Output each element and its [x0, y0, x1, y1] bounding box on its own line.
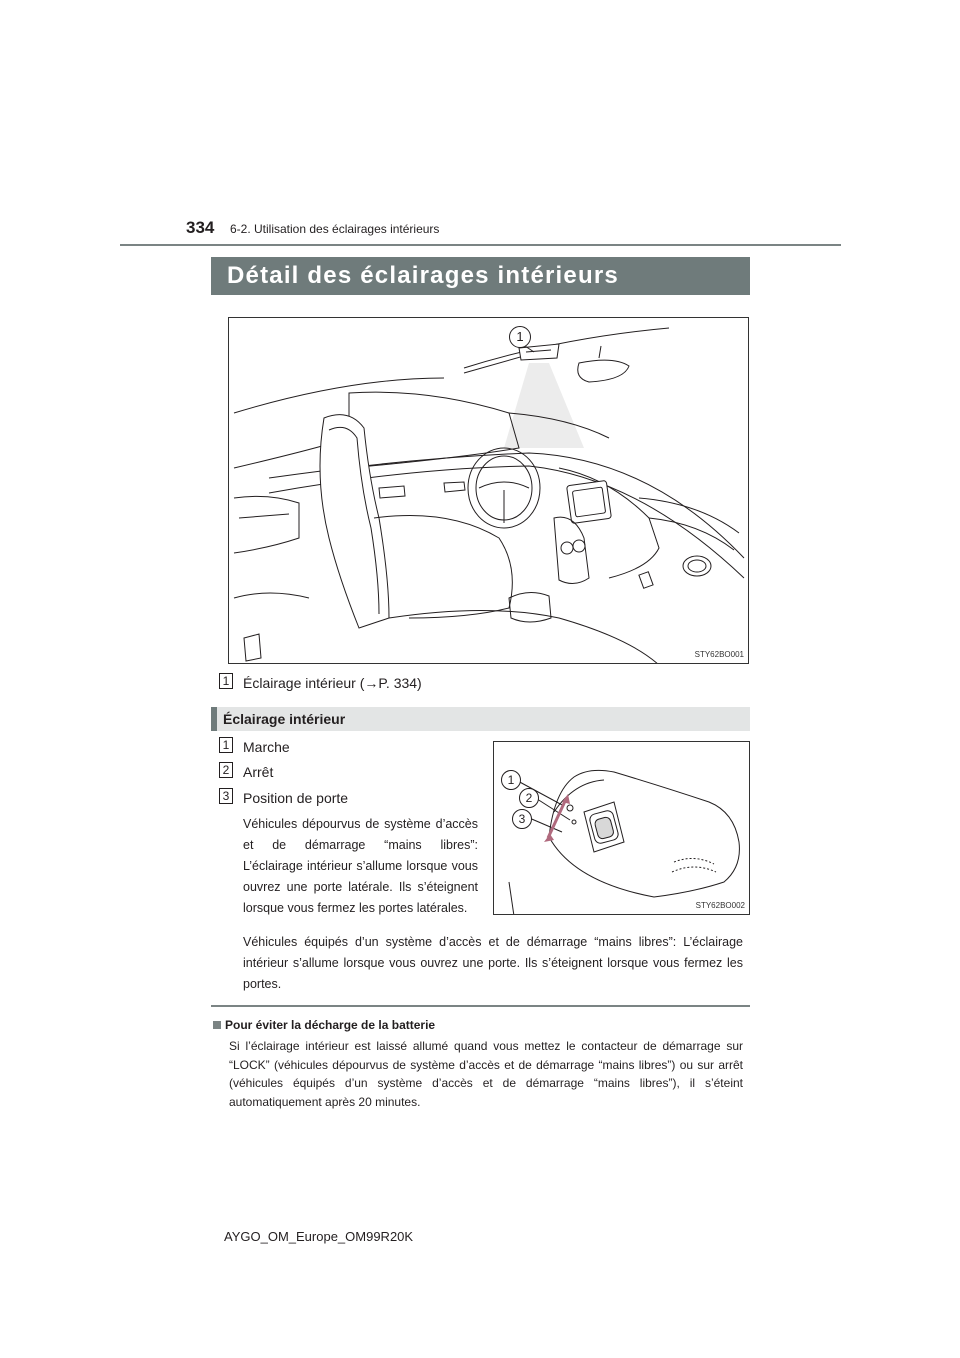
- header-rule: [120, 244, 841, 246]
- legend-number: 1: [219, 673, 233, 689]
- legend-text-suffix: P. 334): [378, 675, 422, 691]
- item-number: 2: [219, 762, 233, 778]
- item-number: 1: [219, 737, 233, 753]
- note-rule: [211, 1005, 750, 1007]
- section-heading: 6-2. Utilisation des éclairages intérieurs: [230, 222, 440, 236]
- item-label: Marche: [243, 739, 290, 755]
- subsection-title: Éclairage intérieur: [223, 711, 346, 727]
- square-bullet-icon: [213, 1021, 221, 1029]
- item-label: Position de porte: [243, 790, 349, 806]
- callout-2: 2: [519, 788, 539, 808]
- legend-text-prefix: Éclairage intérieur (: [243, 675, 365, 691]
- figure-code: STY62BO002: [695, 901, 745, 910]
- arrow-icon: →: [364, 675, 379, 691]
- footer-doc-id: AYGO_OM_Europe_OM99R20K: [224, 1229, 414, 1244]
- figure-code: STY62BO001: [694, 650, 744, 659]
- door-position-note-1: Véhicules dépourvus de système d’accès et de démarrage “mains libres”: L’éclairage intérieur s’allume lorsque vous ouvrez une porte latérale. Ils s’éteignent lorsque vous fermez les portes latérales.: [243, 817, 478, 915]
- callout-1: 1: [509, 326, 531, 348]
- page-number: 334: [186, 218, 215, 237]
- callout-1: 1: [501, 770, 521, 790]
- legend-text: [243, 675, 422, 691]
- item-number: 3: [219, 788, 233, 804]
- interior-illustration: [228, 317, 749, 664]
- callout-leader: [229, 318, 749, 664]
- dome-light-drawing: [494, 742, 750, 915]
- item-label: Arrêt: [243, 764, 274, 780]
- page-title: Détail des éclairages intérieurs: [227, 262, 619, 289]
- door-position-note-2: Véhicules équipés d’un système d’accès et de démarrage “mains libres”: L’éclairage intérieur s’allume lorsque vous ouvrez une porte. Ils s’éteignent lorsque vous fermez les portes.: [243, 935, 743, 991]
- note-text: Si l’éclairage intérieur est laissé allumé quand vous mettez le contacteur de démarrage sur “LOCK” (véhicules dépourvus de système d’accès et de démarrage “mains libres”) ou sur arrêt (véhicules équipés d’un système d’accès et de démarrage “mains libres”), il s’éteint automatiquement après 20 minutes.: [229, 1039, 743, 1109]
- note-heading: [213, 1018, 435, 1032]
- note-heading-text: Pour éviter la décharge de la batterie: [225, 1018, 436, 1032]
- dome-light-illustration: [493, 741, 750, 915]
- page-title-bar: [211, 257, 750, 295]
- callout-3: 3: [512, 809, 532, 829]
- subsection-bar: [211, 707, 750, 731]
- subsection-marker: [211, 707, 217, 731]
